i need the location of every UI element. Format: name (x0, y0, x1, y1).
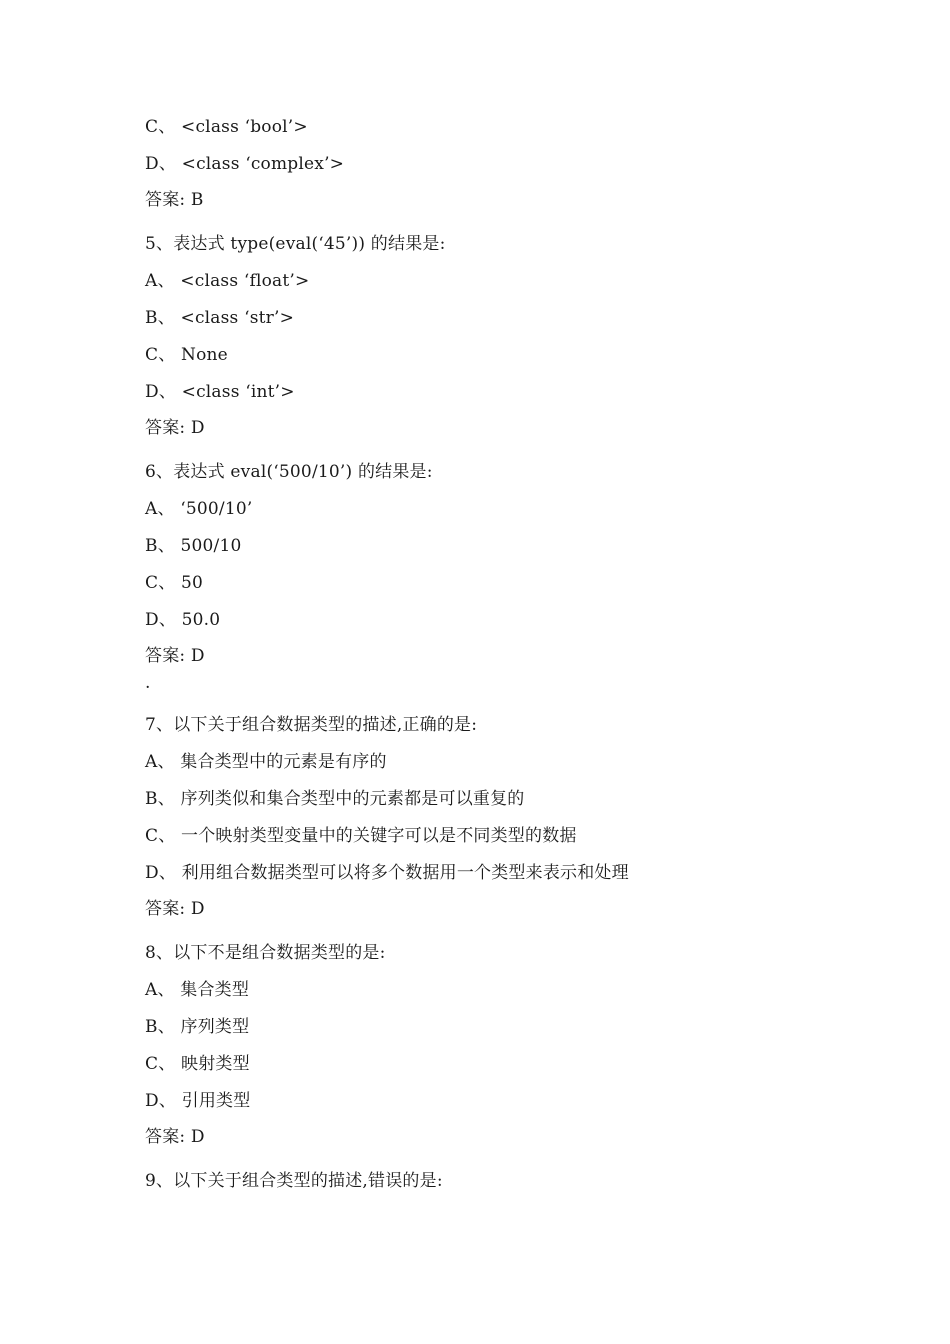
answer-line: 答案: B (145, 190, 204, 210)
option-c: C、 50 (145, 573, 204, 593)
answer-line: 答案: D (145, 418, 205, 438)
answer-line: 答案: D (145, 646, 205, 666)
option-d: D、 50.0 (145, 610, 221, 630)
option-c: C、 None (145, 345, 228, 365)
question-stem: 8、以下不是组合数据类型的是: (145, 943, 386, 963)
option-c: C、 <class ‘bool’> (145, 117, 308, 137)
option-b: B、 <class ‘str’> (145, 308, 295, 328)
option-c: C、 映射类型 (145, 1054, 250, 1074)
option-a: A、 <class ‘float’> (145, 271, 310, 291)
question-stem: 7、以下关于组合数据类型的描述,正确的是: (145, 715, 478, 735)
option-b: B、 500/10 (145, 536, 242, 556)
option-d: D、 引用类型 (145, 1091, 251, 1111)
stray-mark: . (145, 673, 151, 693)
option-a: A、 集合类型中的元素是有序的 (145, 752, 387, 772)
answer-line: 答案: D (145, 899, 205, 919)
option-d: D、 利用组合数据类型可以将多个数据用一个类型来表示和处理 (145, 863, 629, 883)
question-stem: 9、以下关于组合类型的描述,错误的是: (145, 1171, 443, 1191)
option-a: A、 集合类型 (145, 980, 250, 1000)
question-stem: 5、表达式 type(eval(‘45’)) 的结果是: (145, 234, 446, 254)
option-b: B、 序列类似和集合类型中的元素都是可以重复的 (145, 789, 525, 809)
question-stem: 6、表达式 eval(‘500/10’) 的结果是: (145, 462, 433, 482)
option-b: B、 序列类型 (145, 1017, 250, 1037)
option-a: A、 ‘500/10’ (145, 499, 253, 519)
option-c: C、 一个映射类型变量中的关键字可以是不同类型的数据 (145, 826, 577, 846)
option-d: D、 <class ‘int’> (145, 382, 295, 402)
option-d: D、 <class ‘complex’> (145, 154, 345, 174)
answer-line: 答案: D (145, 1127, 205, 1147)
